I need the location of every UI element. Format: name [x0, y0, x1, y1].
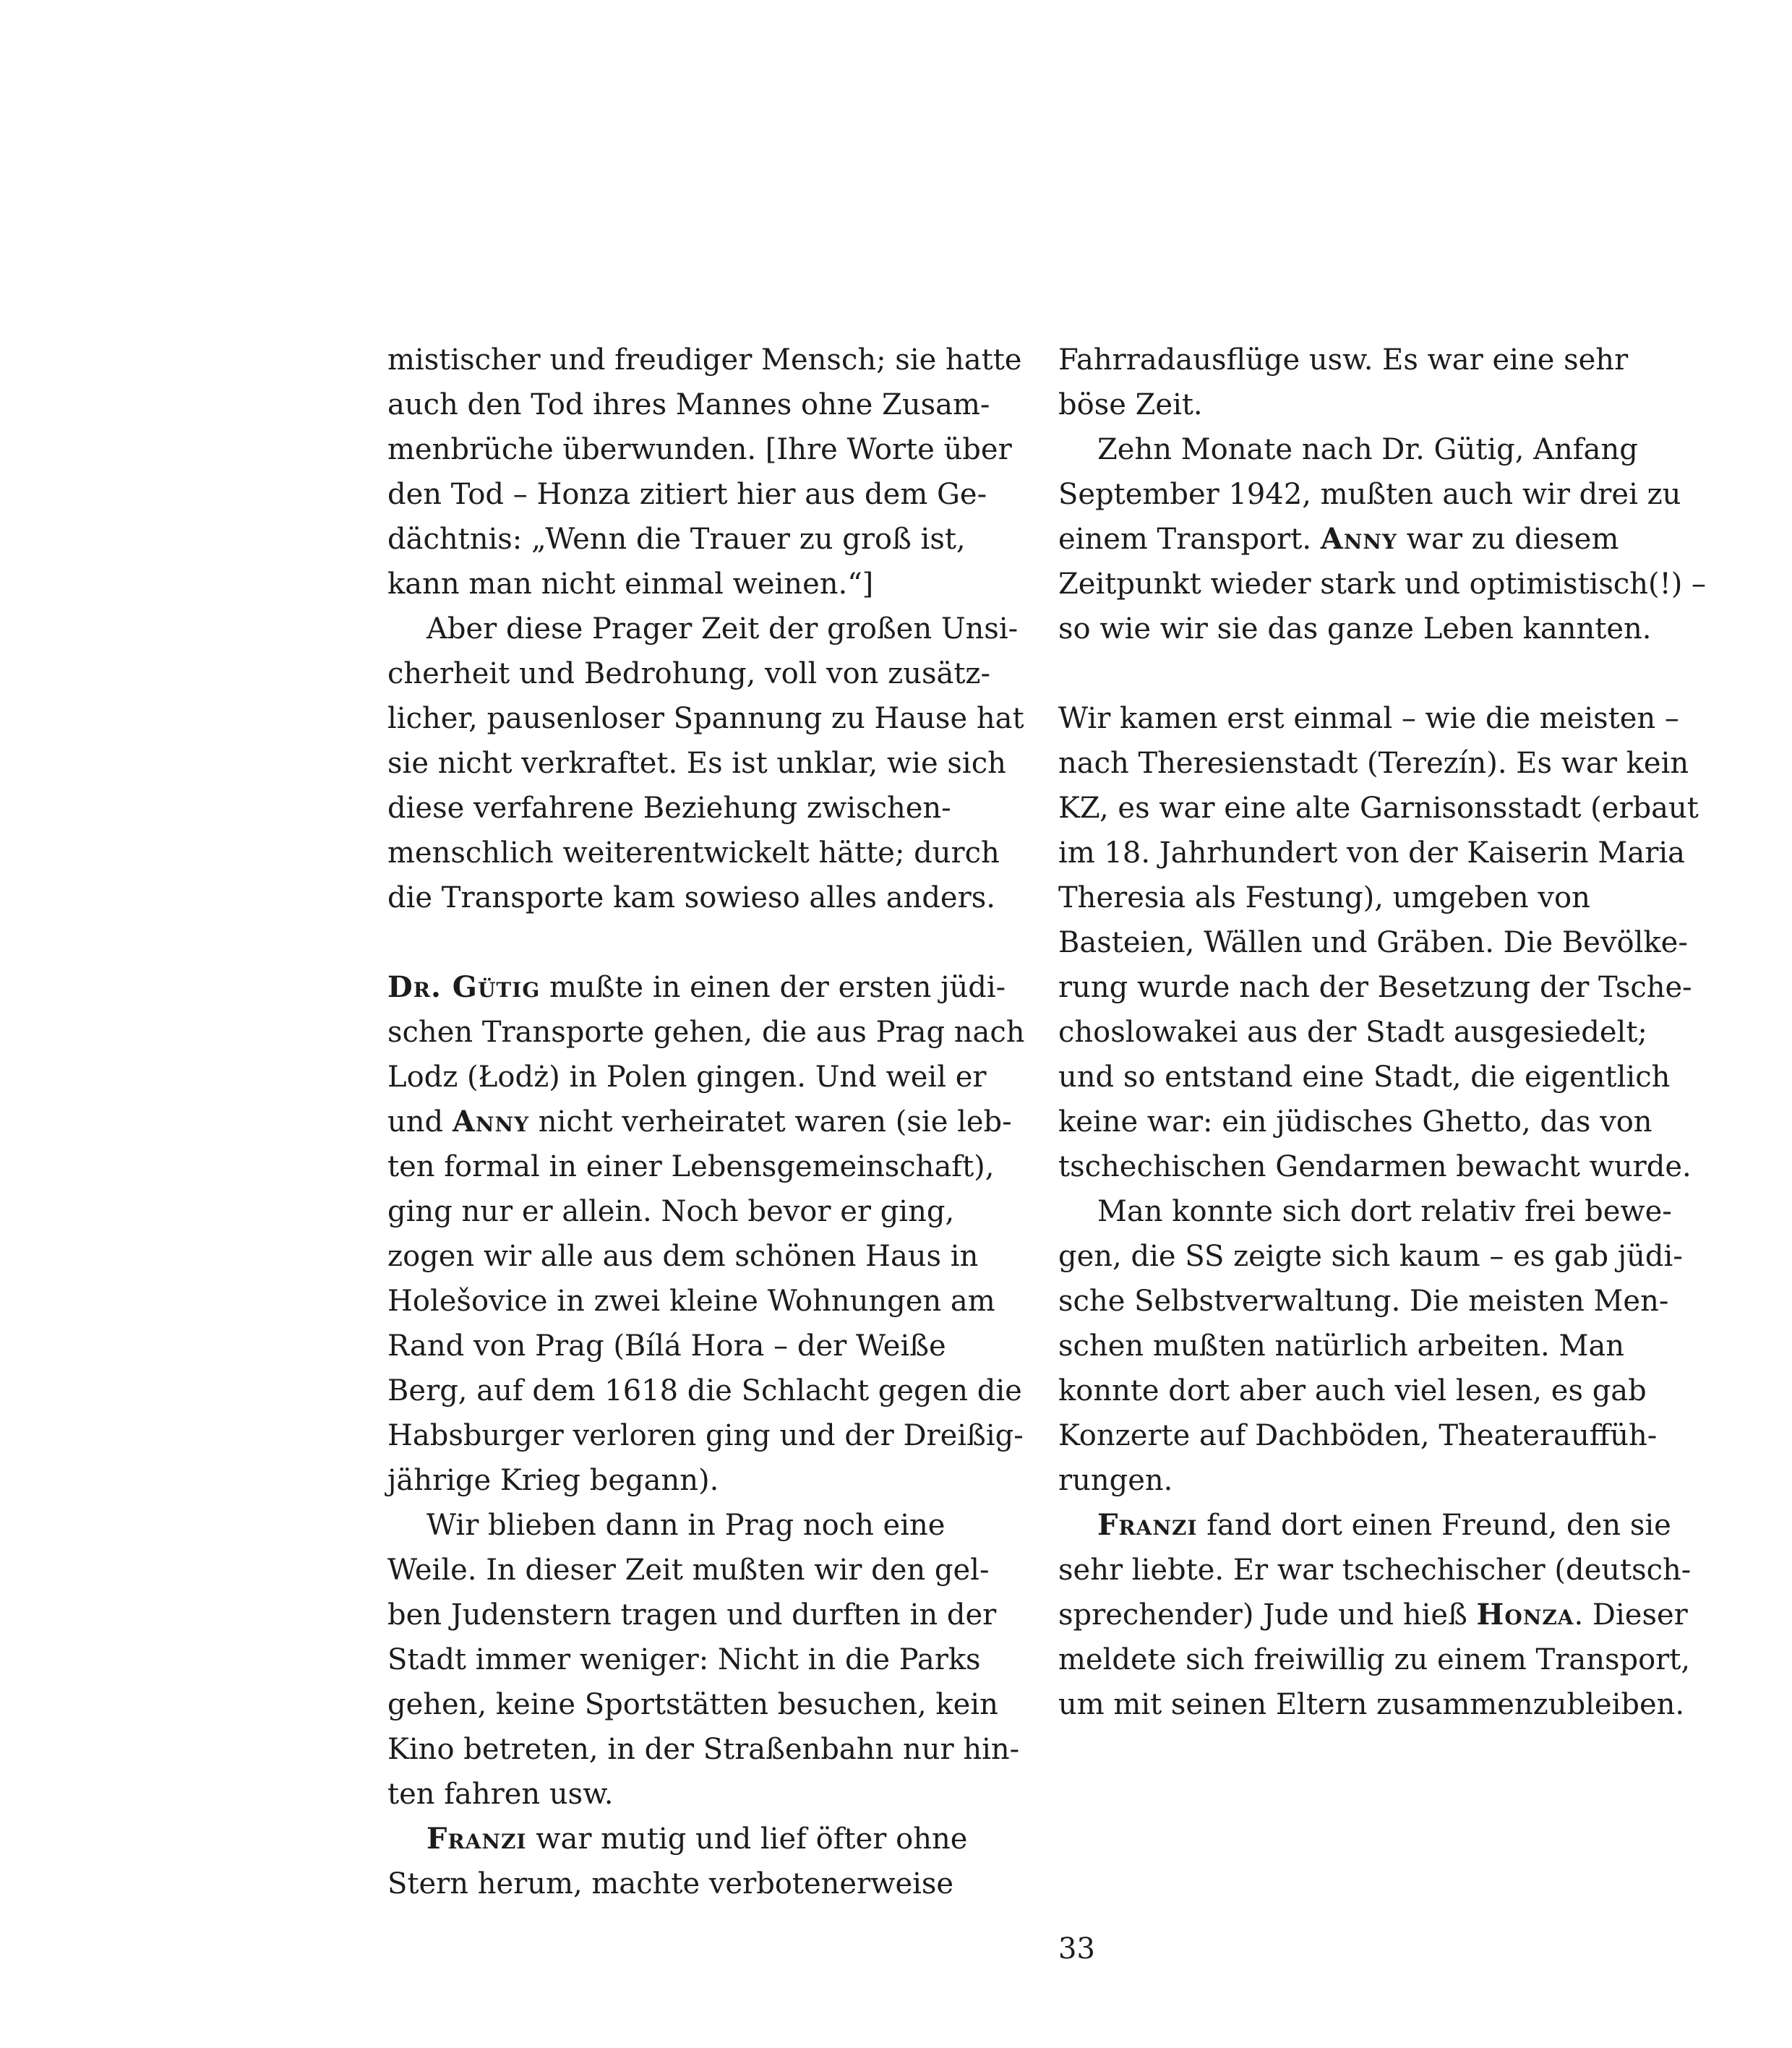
line-text: . Dieser [1574, 1598, 1688, 1632]
text-line: sie nicht verkraftet. Es ist unklar, wie sich [387, 747, 1006, 780]
text-line: die Transporte kam sowieso alles anders. [387, 881, 995, 914]
text-line: Aber diese Prager Zeit der großen Unsi- [426, 612, 1019, 646]
text-line: Man konnte sich dort relativ frei bewe- [1097, 1195, 1672, 1228]
text-line: im 18. Jahrhundert von der Kaiserin Maria [1058, 836, 1685, 870]
paragraph-gap [387, 920, 1024, 965]
person-name: Honza [1476, 1598, 1574, 1632]
text-line: KZ, es war eine alte Garnisonsstadt (erbaut [1058, 792, 1699, 825]
text-line: rungen. [1058, 1464, 1173, 1497]
text-line: ben Judenstern tragen und durften in der [387, 1598, 997, 1632]
text-line [387, 1817, 1024, 1861]
text-line: choslowakei aus der Stadt ausgesiedelt; [1058, 1016, 1647, 1049]
text-line: Wir blieben dann in Prag noch eine [426, 1509, 946, 1542]
line-text: einem Transport. [1058, 523, 1321, 556]
text-line: ten formal in einer Lebensgemeinschaft), [387, 1150, 995, 1183]
paragraph-gap [1058, 651, 1694, 696]
right-text-column [1058, 338, 1707, 1727]
text-line: Fahrradausflüge usw. Es war eine sehr [1058, 343, 1629, 377]
text-line: Lodz (Łodż) in Polen gingen. Und weil er [387, 1061, 987, 1094]
text-line: schen Transporte gehen, die aus Prag nach [387, 1016, 1025, 1049]
text-line: keine war: ein jüdisches Ghetto, das von [1058, 1105, 1652, 1139]
text-line: Kino betreten, in der Straßenbahn nur hin- [387, 1733, 1020, 1766]
text-line: Konzerte auf Dachböden, Theaterauffüh- [1058, 1419, 1658, 1452]
text-line: Stadt immer weniger: Nicht in die Parks [387, 1643, 981, 1676]
text-line: gehen, keine Sportstätten besuchen, kein [387, 1688, 998, 1721]
text-line: diese verfahrene Beziehung zwischen- [387, 792, 951, 825]
text-line: menschlich weiterentwickelt hätte; durch [387, 836, 1000, 870]
text-line: menbrüche überwunden. [Ihre Worte über [387, 433, 1012, 466]
text-line: tschechischen Gendarmen bewacht wurde. [1058, 1150, 1692, 1183]
line-text: war mutig und lief öfter ohne [526, 1822, 968, 1856]
text-line: auch den Tod ihres Mannes ohne Zusam- [387, 388, 990, 421]
line-text: und [387, 1105, 453, 1139]
line-text: nicht verheiratet waren (sie leb- [529, 1105, 1012, 1139]
text-line: konnte dort aber auch viel lesen, es gab [1058, 1374, 1647, 1408]
text-line: gen, die SS zeigte sich kaum – es gab jüdi- [1058, 1240, 1683, 1273]
line-text: sprechender) Jude und hieß [1058, 1598, 1477, 1632]
text-line [387, 1100, 1024, 1144]
person-name: Anny [452, 1105, 530, 1139]
text-line [387, 965, 1024, 1010]
text-line: schen mußten natürlich arbeiten. Man [1058, 1329, 1625, 1363]
text-line: zogen wir alle aus dem schönen Haus in [387, 1240, 979, 1273]
text-line: Holešovice in zwei kleine Wohnungen am [387, 1285, 995, 1318]
text-line: Habsburger verloren ging und der Dreißig- [387, 1419, 1024, 1452]
text-line: den Tod – Honza zitiert hier aus dem Ge- [387, 478, 987, 511]
person-name: Franzi [1097, 1508, 1198, 1542]
text-line [1058, 1503, 1694, 1548]
person-name: Anny [1320, 522, 1398, 556]
page-number: 33 [1058, 1932, 1095, 1966]
text-line: Theresia als Festung), umgeben von [1058, 881, 1590, 914]
text-line: meldete sich freiwillig zu einem Transport, [1058, 1643, 1691, 1676]
text-line: Zehn Monate nach Dr. Gütig, Anfang [1097, 433, 1638, 466]
text-line: sehr liebte. Er war tschechischer (deutsch- [1058, 1554, 1692, 1587]
text-line: jährige Krieg begann). [387, 1464, 719, 1497]
text-line: Berg, auf dem 1618 die Schlacht gegen die [387, 1374, 1022, 1408]
text-line: und so entstand eine Stadt, die eigentlich [1058, 1061, 1671, 1094]
text-line: nach Theresienstadt (Terezín). Es war kein [1058, 747, 1689, 780]
text-line: ging nur er allein. Noch bevor er ging, [387, 1195, 955, 1228]
text-line: so wie wir sie das ganze Leben kannten. [1058, 612, 1652, 646]
text-line: mistischer und freudiger Mensch; sie hatte [387, 343, 1022, 377]
text-line [1058, 1593, 1694, 1637]
text-line: rung wurde nach der Besetzung der Tsche- [1058, 971, 1692, 1004]
line-text: mußte in einen der ersten jüdi- [540, 971, 1006, 1004]
text-line: Basteien, Wällen und Gräben. Die Bevölke- [1058, 926, 1688, 959]
person-name: Franzi [426, 1822, 527, 1856]
line-text: fand dort einen Freund, den sie [1197, 1509, 1671, 1542]
text-line: Zeitpunkt wieder stark und optimistisch(!) – [1058, 567, 1707, 601]
text-line: sche Selbstverwaltung. Die meisten Men- [1058, 1285, 1669, 1318]
left-text-column [387, 338, 1024, 1906]
text-line: ten fahren usw. [387, 1778, 614, 1811]
text-line: licher, pausenloser Spannung zu Hause hat [387, 702, 1024, 735]
text-line: Rand von Prag (Bílá Hora – der Weiße [387, 1329, 946, 1363]
text-line [1058, 517, 1694, 562]
text-line: Stern herum, machte verbotenerweise [387, 1867, 954, 1901]
text-line: um mit seinen Eltern zusammenzubleiben. [1058, 1688, 1685, 1721]
person-name: Dr. Gütig [387, 970, 541, 1004]
text-line: cherheit und Bedrohung, voll von zusätz- [387, 657, 991, 690]
text-line: Weile. In dieser Zeit mußten wir den gel- [387, 1554, 990, 1587]
text-line: Wir kamen erst einmal – wie die meisten – [1058, 702, 1679, 735]
text-line: dächtnis: „Wenn die Trauer zu groß ist, [387, 523, 966, 556]
text-line: kann man nicht einmal weinen.“] [387, 567, 874, 601]
text-line: September 1942, mußten auch wir drei zu [1058, 478, 1681, 511]
line-text: war zu diesem [1397, 523, 1619, 556]
text-line: böse Zeit. [1058, 388, 1203, 421]
